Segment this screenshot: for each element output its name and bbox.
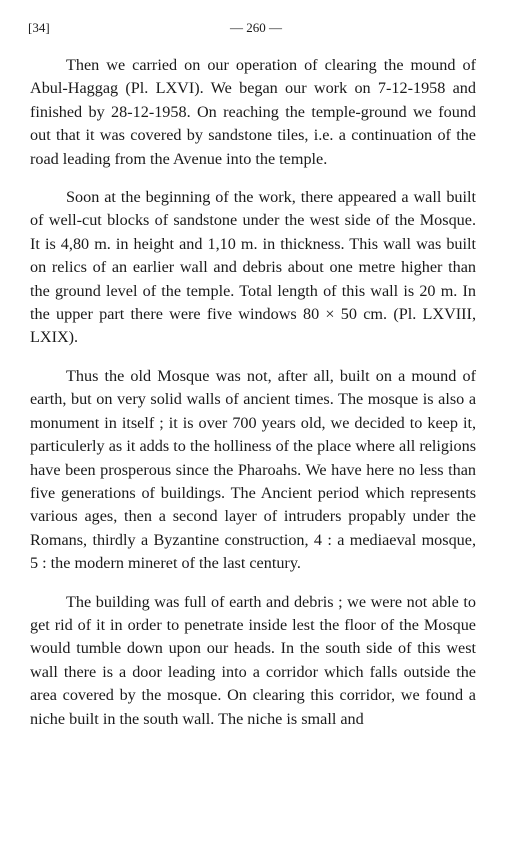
paragraph-1: Then we carried on our operation of clearing the mound of Abul-Haggag (Pl. LXVI). We began our work on 7-12-1958 and finished by 28-12-1958. On reaching the temple-ground we found out that it was covered by sandstone tiles, i.e. a continuation of the road leading from the Avenue into the temple. (30, 56, 476, 168)
paragraph-2: Soon at the beginning of the work, there appeared a wall built of well-cut blocks of sandstone under the west side of the Mosque. It is 4,80 m. in height and 1,10 m. in thickness. This wall was built on relics of an earlier wall and debris about one metre higher than the ground level of the temple. Total length of this wall is 20 m. In the upper part there were five windows 80 × 50 cm. (Pl. LXVIII, LXIX). (30, 188, 476, 347)
page-reference: [34] (28, 20, 50, 35)
page-header (28, 20, 484, 40)
page-number: — 260 — (230, 20, 282, 35)
body-text (30, 54, 476, 745)
paragraph-4: The building was full of earth and debris ; we were not able to get rid of it in order to penetrate inside lest the floor of the Mosque would tumble down upon our heads. In the south side of this west wall there is a door leading into a corridor which falls outside the area covered by the mosque. On clearing this corridor, we found a niche built in the south wall. The niche is small and (30, 592, 476, 728)
paragraph-3: Thus the old Mosque was not, after all, built on a mound of earth, but on very solid walls of ancient times. The mosque is also a monument in itself ; it is over 700 years old, we decided to keep it, particulerly as it adds to the holliness of the place where all religions have been prosperous since the Pharoahs. We have here no less than five generations of buildings. The Ancient period which represents various ages, then a second layer of intruders propably under the Romans, thirdly a Byzantine construction, 4 : a mediaeval mosque, 5 : the modern mineret of the last century. (30, 366, 476, 573)
